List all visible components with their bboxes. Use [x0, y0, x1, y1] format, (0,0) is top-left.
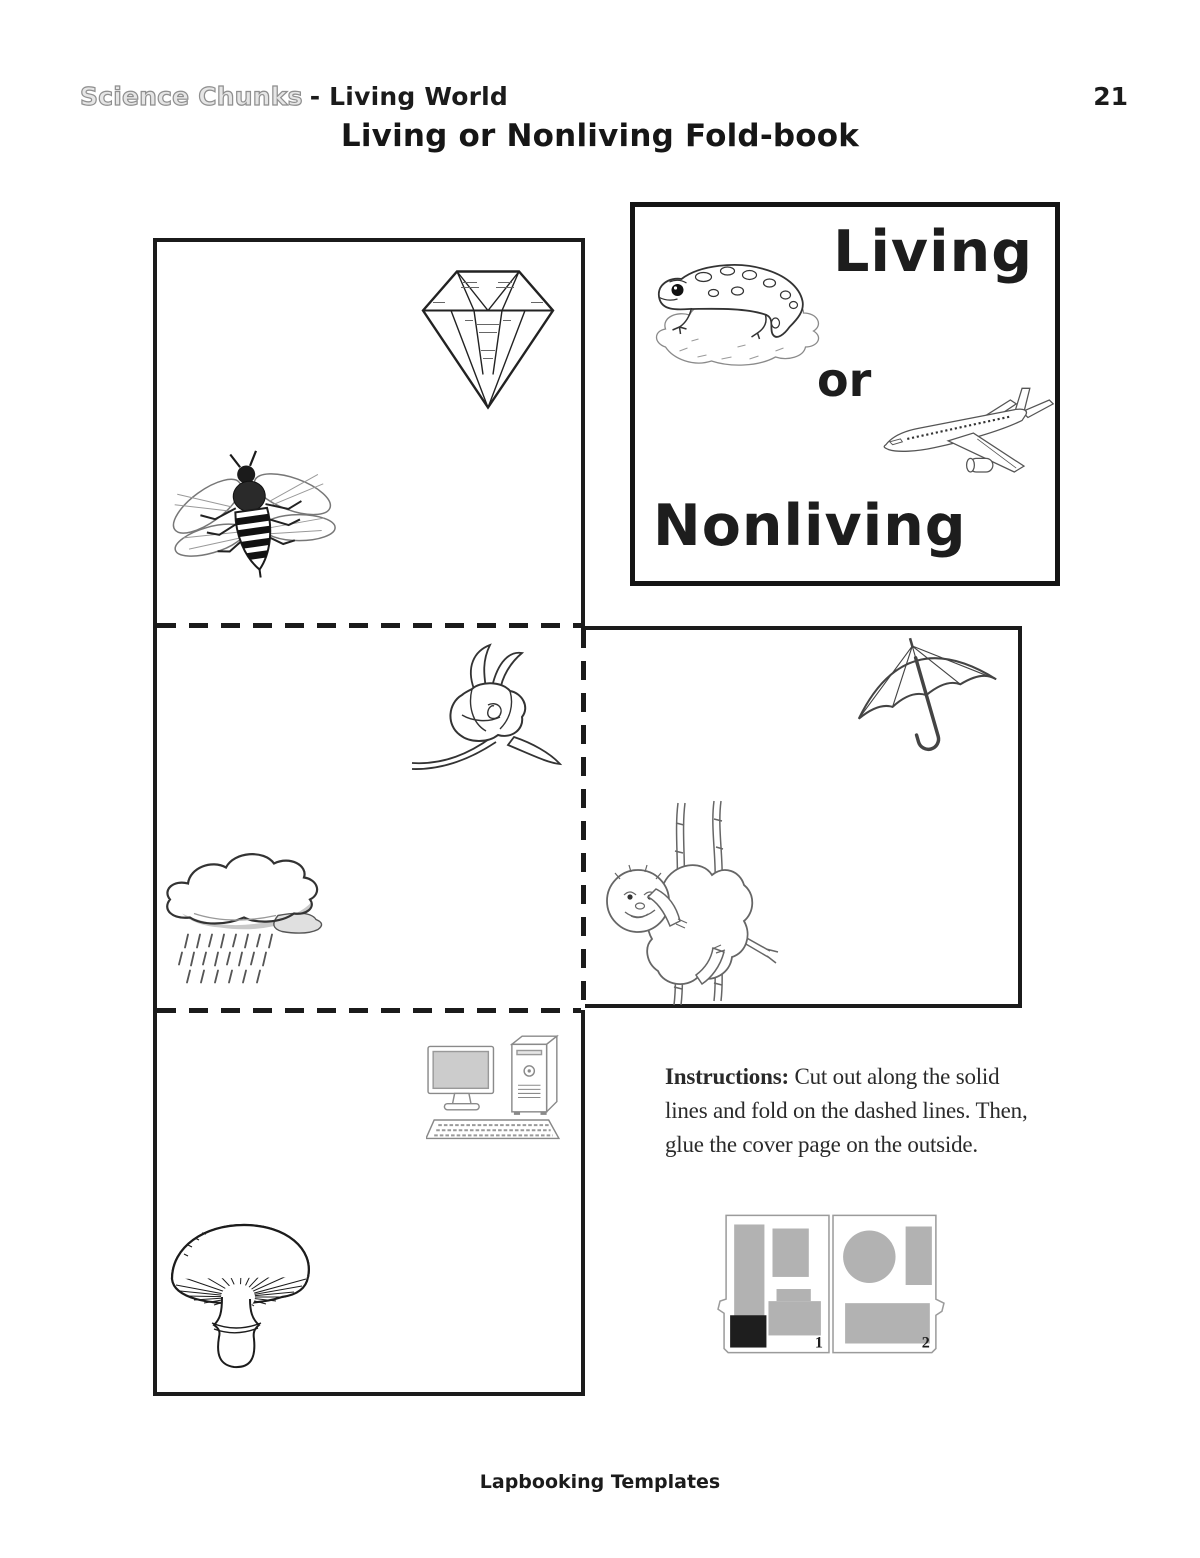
sloth-illustration	[598, 798, 783, 1010]
instructions-line1: Instructions: Cut out along the solid	[665, 1064, 1000, 1089]
cut-line-left	[153, 238, 157, 1396]
fold-line-upper	[157, 623, 581, 628]
page-title: Living or Nonliving Fold-book	[340, 118, 860, 154]
cut-line-bottom	[153, 1392, 585, 1396]
section-title: - Living World	[309, 82, 508, 111]
airplane-illustration	[880, 383, 1060, 488]
cover-word-living: Living	[833, 219, 1033, 285]
page-number: 21	[1093, 82, 1128, 111]
cover-word-or: or	[817, 353, 872, 407]
computer-illustration	[426, 1034, 564, 1159]
series-title: Science Chunks	[80, 82, 303, 111]
fold-line-vertical	[581, 629, 586, 1008]
fold-line-lower	[157, 1008, 581, 1013]
instructions-line3: glue the cover page on the outside.	[665, 1132, 978, 1157]
umbrella-illustration	[838, 636, 1013, 784]
flower-illustration	[408, 642, 568, 794]
rain-cloud-illustration	[160, 838, 340, 996]
instructions-line2: lines and fold on the dashed lines. Then,	[665, 1098, 1028, 1123]
cover-word-nonliving: Nonliving	[653, 493, 967, 559]
diamond-illustration	[403, 253, 573, 421]
mushroom-illustration	[162, 1200, 327, 1372]
cut-line-top	[153, 238, 585, 242]
footer-text: Lapbooking Templates	[479, 1471, 721, 1493]
instructions-label: Instructions:	[665, 1064, 789, 1089]
cut-line-right-top-cell	[581, 238, 585, 629]
cut-line-right-cell-top	[585, 626, 1022, 630]
lapbook-diagram	[716, 1212, 948, 1358]
instructions-text	[665, 1060, 1028, 1162]
bee-illustration	[158, 448, 348, 598]
page-header	[80, 82, 508, 111]
cover-panel	[630, 202, 1060, 586]
cut-line-right-bottom-cell	[581, 1010, 585, 1396]
diagram-panel-2-label: 2	[921, 1334, 930, 1352]
diagram-panel-1-label: 1	[814, 1334, 823, 1352]
cut-line-right-cell-right	[1018, 626, 1022, 1008]
salamander-illustration	[643, 235, 838, 385]
